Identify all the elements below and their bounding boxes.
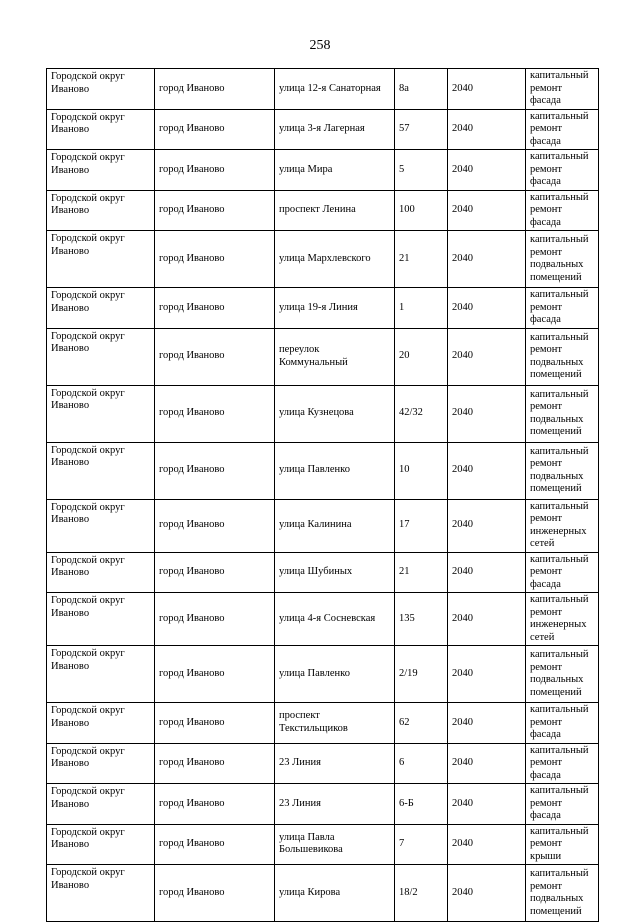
city-cell: город Иваново <box>155 69 275 110</box>
table-row <box>47 150 599 191</box>
house-number-cell: 5 <box>395 150 448 191</box>
city-cell: город Иваново <box>155 288 275 329</box>
table-row <box>47 442 599 499</box>
house-number-cell: 21 <box>395 231 448 288</box>
work-type-cell: капитальный ремонт подвальных помещений <box>526 442 599 499</box>
work-type-cell: капитальный ремонт фасада <box>526 69 599 110</box>
work-type-cell: капитальный ремонт фасада <box>526 190 599 231</box>
house-number-cell: 57 <box>395 109 448 150</box>
city-cell: город Иваново <box>155 328 275 385</box>
city-cell: город Иваново <box>155 824 275 865</box>
work-type-cell: капитальный ремонт крыши <box>526 824 599 865</box>
street-cell: 23 Линия <box>275 743 395 784</box>
year-cell: 2040 <box>448 703 526 744</box>
street-cell: проспект Ленина <box>275 190 395 231</box>
district-cell: Городской округ Иваново <box>47 385 155 442</box>
city-cell: город Иваново <box>155 109 275 150</box>
district-cell: Городской округ Иваново <box>47 499 155 552</box>
work-type-cell: капитальный ремонт подвальных помещений <box>526 328 599 385</box>
street-cell: улица Павленко <box>275 442 395 499</box>
work-type-cell: капитальный ремонт фасада <box>526 109 599 150</box>
district-cell: Городской округ Иваново <box>47 784 155 825</box>
year-cell: 2040 <box>448 109 526 150</box>
year-cell: 2040 <box>448 231 526 288</box>
street-cell: улица Мира <box>275 150 395 191</box>
street-cell: улица 4-я Сосневская <box>275 593 395 646</box>
district-cell: Городской округ Иваново <box>47 865 155 922</box>
table-body <box>47 69 599 922</box>
city-cell: город Иваново <box>155 593 275 646</box>
district-cell: Городской округ Иваново <box>47 288 155 329</box>
city-cell: город Иваново <box>155 442 275 499</box>
street-cell: улица 3-я Лагерная <box>275 109 395 150</box>
table-row <box>47 109 599 150</box>
table-row <box>47 552 599 593</box>
year-cell: 2040 <box>448 150 526 191</box>
year-cell: 2040 <box>448 328 526 385</box>
year-cell: 2040 <box>448 865 526 922</box>
year-cell: 2040 <box>448 288 526 329</box>
district-cell: Городской округ Иваново <box>47 552 155 593</box>
city-cell: город Иваново <box>155 743 275 784</box>
table-row <box>47 593 599 646</box>
table-row <box>47 784 599 825</box>
work-type-cell: капитальный ремонт фасада <box>526 784 599 825</box>
house-number-cell: 6-Б <box>395 784 448 825</box>
district-cell: Городской округ Иваново <box>47 646 155 703</box>
city-cell: город Иваново <box>155 552 275 593</box>
street-cell: улица Павленко <box>275 646 395 703</box>
repair-schedule-table <box>46 68 599 922</box>
year-cell: 2040 <box>448 824 526 865</box>
street-cell: проспект Текстильщиков <box>275 703 395 744</box>
street-cell: улица Мархлевского <box>275 231 395 288</box>
work-type-cell: капитальный ремонт фасада <box>526 288 599 329</box>
work-type-cell: капитальный ремонт фасада <box>526 703 599 744</box>
city-cell: город Иваново <box>155 150 275 191</box>
city-cell: город Иваново <box>155 499 275 552</box>
street-cell: улица Павла Большевикова <box>275 824 395 865</box>
year-cell: 2040 <box>448 646 526 703</box>
work-type-cell: капитальный ремонт инженерных сетей <box>526 593 599 646</box>
page-number: 258 <box>309 38 331 53</box>
house-number-cell: 20 <box>395 328 448 385</box>
house-number-cell: 8а <box>395 69 448 110</box>
work-type-cell: капитальный ремонт инженерных сетей <box>526 499 599 552</box>
street-cell: переулок Коммунальный <box>275 328 395 385</box>
house-number-cell: 135 <box>395 593 448 646</box>
table-row <box>47 865 599 922</box>
table-row <box>47 824 599 865</box>
street-cell: улица 12-я Санаторная <box>275 69 395 110</box>
district-cell: Городской округ Иваново <box>47 743 155 784</box>
work-type-cell: капитальный ремонт подвальных помещений <box>526 865 599 922</box>
district-cell: Городской округ Иваново <box>47 231 155 288</box>
table-row <box>47 190 599 231</box>
city-cell: город Иваново <box>155 865 275 922</box>
year-cell: 2040 <box>448 385 526 442</box>
house-number-cell: 1 <box>395 288 448 329</box>
city-cell: город Иваново <box>155 385 275 442</box>
district-cell: Городской округ Иваново <box>47 442 155 499</box>
street-cell: 23 Линия <box>275 784 395 825</box>
table-row <box>47 703 599 744</box>
table-row <box>47 743 599 784</box>
city-cell: город Иваново <box>155 231 275 288</box>
year-cell: 2040 <box>448 442 526 499</box>
house-number-cell: 21 <box>395 552 448 593</box>
work-type-cell: капитальный ремонт фасада <box>526 150 599 191</box>
year-cell: 2040 <box>448 784 526 825</box>
street-cell: улица Шубиных <box>275 552 395 593</box>
district-cell: Городской округ Иваново <box>47 824 155 865</box>
table-row <box>47 385 599 442</box>
city-cell: город Иваново <box>155 646 275 703</box>
district-cell: Городской округ Иваново <box>47 69 155 110</box>
work-type-cell: капитальный ремонт фасада <box>526 743 599 784</box>
district-cell: Городской округ Иваново <box>47 703 155 744</box>
year-cell: 2040 <box>448 552 526 593</box>
year-cell: 2040 <box>448 69 526 110</box>
house-number-cell: 62 <box>395 703 448 744</box>
house-number-cell: 7 <box>395 824 448 865</box>
district-cell: Городской округ Иваново <box>47 150 155 191</box>
district-cell: Городской округ Иваново <box>47 593 155 646</box>
district-cell: Городской округ Иваново <box>47 190 155 231</box>
work-type-cell: капитальный ремонт фасада <box>526 552 599 593</box>
year-cell: 2040 <box>448 190 526 231</box>
work-type-cell: капитальный ремонт подвальных помещений <box>526 646 599 703</box>
table-row <box>47 499 599 552</box>
district-cell: Городской округ Иваново <box>47 328 155 385</box>
street-cell: улица Кузнецова <box>275 385 395 442</box>
street-cell: улица Калинина <box>275 499 395 552</box>
city-cell: город Иваново <box>155 190 275 231</box>
year-cell: 2040 <box>448 499 526 552</box>
district-cell: Городской округ Иваново <box>47 109 155 150</box>
table-row <box>47 328 599 385</box>
house-number-cell: 10 <box>395 442 448 499</box>
street-cell: улица Кирова <box>275 865 395 922</box>
table-row <box>47 646 599 703</box>
city-cell: город Иваново <box>155 784 275 825</box>
city-cell: город Иваново <box>155 703 275 744</box>
house-number-cell: 18/2 <box>395 865 448 922</box>
table-row <box>47 231 599 288</box>
year-cell: 2040 <box>448 593 526 646</box>
table-row <box>47 69 599 110</box>
year-cell: 2040 <box>448 743 526 784</box>
street-cell: улица 19-я Линия <box>275 288 395 329</box>
work-type-cell: капитальный ремонт подвальных помещений <box>526 385 599 442</box>
house-number-cell: 100 <box>395 190 448 231</box>
house-number-cell: 6 <box>395 743 448 784</box>
house-number-cell: 2/19 <box>395 646 448 703</box>
work-type-cell: капитальный ремонт подвальных помещений <box>526 231 599 288</box>
house-number-cell: 17 <box>395 499 448 552</box>
house-number-cell: 42/32 <box>395 385 448 442</box>
table-row <box>47 288 599 329</box>
